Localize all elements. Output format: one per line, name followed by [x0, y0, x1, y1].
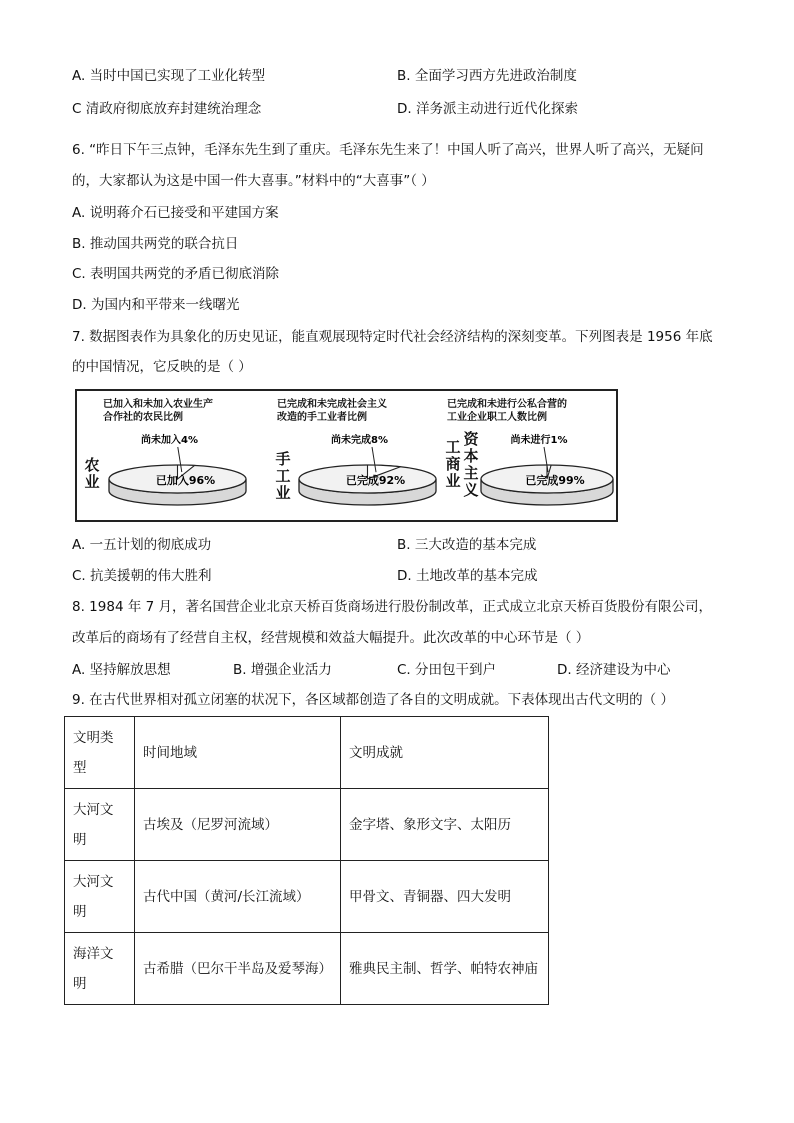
- q5-option-d: D. 洋务派主动进行近代化探索: [397, 101, 578, 117]
- table-cell: 大河文明: [65, 789, 135, 861]
- q8-stem-line2: 改革后的商场有了经营自主权，经营规模和效益大幅提升。此次改革的中心环节是（ ）: [72, 630, 590, 646]
- chart3-title-line1: 已完成和未进行公私合营的: [447, 399, 567, 410]
- chart1-title-line1: 已加入和未加入农业生产: [103, 399, 213, 410]
- pie-label-large: 已加入96%: [155, 474, 216, 487]
- table-row: [65, 789, 549, 861]
- table-cell: 雅典民主制、哲学、帕特农神庙: [341, 933, 549, 1005]
- table-cell: 甲骨文、青铜器、四大发明: [341, 861, 549, 933]
- table-header-cell: 文明成就: [341, 717, 549, 789]
- chart1-title-line2: 合作社的农民比例: [103, 412, 183, 423]
- chart3-side-label-b: 资本主义: [463, 430, 479, 499]
- chart1-pie: [105, 433, 250, 513]
- q8-stem-line1: 8. 1984 年 7 月，著名国营企业北京天桥百货商场进行股份制改革，正式成立北京天桥百货股份有限公司，: [72, 599, 712, 615]
- q5-option-c: C 清政府彻底放弃封建统治理念: [72, 101, 262, 117]
- chart1-side-label: 农业: [84, 456, 100, 491]
- q7-option-b: B. 三大改造的基本完成: [397, 537, 537, 553]
- pie-label-large: 已完成99%: [525, 474, 585, 487]
- table-header-cell: 文明类型: [65, 717, 135, 789]
- table-row: [65, 861, 549, 933]
- q6-stem-line1: 6. “昨日下午三点钟，毛泽东先生到了重庆。毛泽东先生来了！中国人听了高兴，世界人听了高兴，无疑问: [72, 142, 704, 158]
- table-cell: 古代中国（黄河/长江流域）: [135, 861, 341, 933]
- socialist-transformation-figure: [75, 389, 618, 522]
- chart2-title-line1: 已完成和未完成社会主义: [277, 399, 387, 410]
- q7-stem-line2: 的中国情况，它反映的是（ ）: [72, 359, 252, 375]
- table-cell: 金字塔、象形文字、太阳历: [341, 789, 549, 861]
- pie-label-small: 尚未加入4%: [141, 435, 198, 446]
- q6-stem-line2: 的，大家都认为这是中国一件大喜事。”材料中的“大喜事”（ ）: [72, 173, 435, 189]
- q8-option-b: B. 增强企业活力: [233, 662, 332, 678]
- q8-option-d: D. 经济建设为中心: [557, 662, 671, 678]
- chart3-side-label-a: 工商业: [445, 438, 461, 490]
- table-cell: 大河文明: [65, 861, 135, 933]
- q8-option-a: A. 坚持解放思想: [72, 662, 171, 678]
- pie-label-small: 尚未进行1%: [510, 435, 568, 446]
- q7-option-a: A. 一五计划的彻底成功: [72, 537, 212, 553]
- chart3-title-line2: 工业企业职工人数比例: [447, 412, 547, 423]
- chart2-pie: [295, 433, 440, 513]
- q7-stem-line1: 7. 数据图表作为具象化的历史见证，能直观展现特定时代社会经济结构的深刻变革。下列图表是 1956 年底: [72, 329, 713, 345]
- chart2-side-label: 手工业: [275, 450, 291, 502]
- chart3-pie: [477, 433, 617, 513]
- q6-option-d: D. 为国内和平带来一线曙光: [72, 297, 240, 313]
- q9-stem: 9. 在古代世界相对孤立闭塞的状况下，各区域都创造了各自的文明成就。下表体现出古代文明的（ ）: [72, 692, 674, 708]
- q5-option-b: B. 全面学习西方先进政治制度: [397, 68, 577, 84]
- q6-option-c: C. 表明国共两党的矛盾已彻底消除: [72, 266, 280, 282]
- table-cell: 古希腊（巴尔干半岛及爱琴海）: [135, 933, 341, 1005]
- pie-label-small: 尚未完成8%: [331, 435, 388, 446]
- q8-option-c: C. 分田包干到户: [397, 662, 497, 678]
- table-header-row: [65, 717, 549, 789]
- table-cell: 海洋文明: [65, 933, 135, 1005]
- civilization-table: [64, 716, 549, 1005]
- chart2-title-line2: 改造的手工业者比例: [277, 412, 367, 423]
- q6-option-a: A. 说明蒋介石已接受和平建国方案: [72, 205, 279, 221]
- q5-option-a: A. 当时中国已实现了工业化转型: [72, 68, 266, 84]
- pie-label-large: 已完成92%: [345, 474, 406, 487]
- table-cell: 古埃及（尼罗河流域）: [135, 789, 341, 861]
- table-header-cell: 时间地域: [135, 717, 341, 789]
- q6-option-b: B. 推动国共两党的联合抗日: [72, 236, 239, 252]
- table-row: [65, 933, 549, 1005]
- q7-option-d: D. 土地改革的基本完成: [397, 568, 538, 584]
- q7-option-c: C. 抗美援朝的伟大胜利: [72, 568, 212, 584]
